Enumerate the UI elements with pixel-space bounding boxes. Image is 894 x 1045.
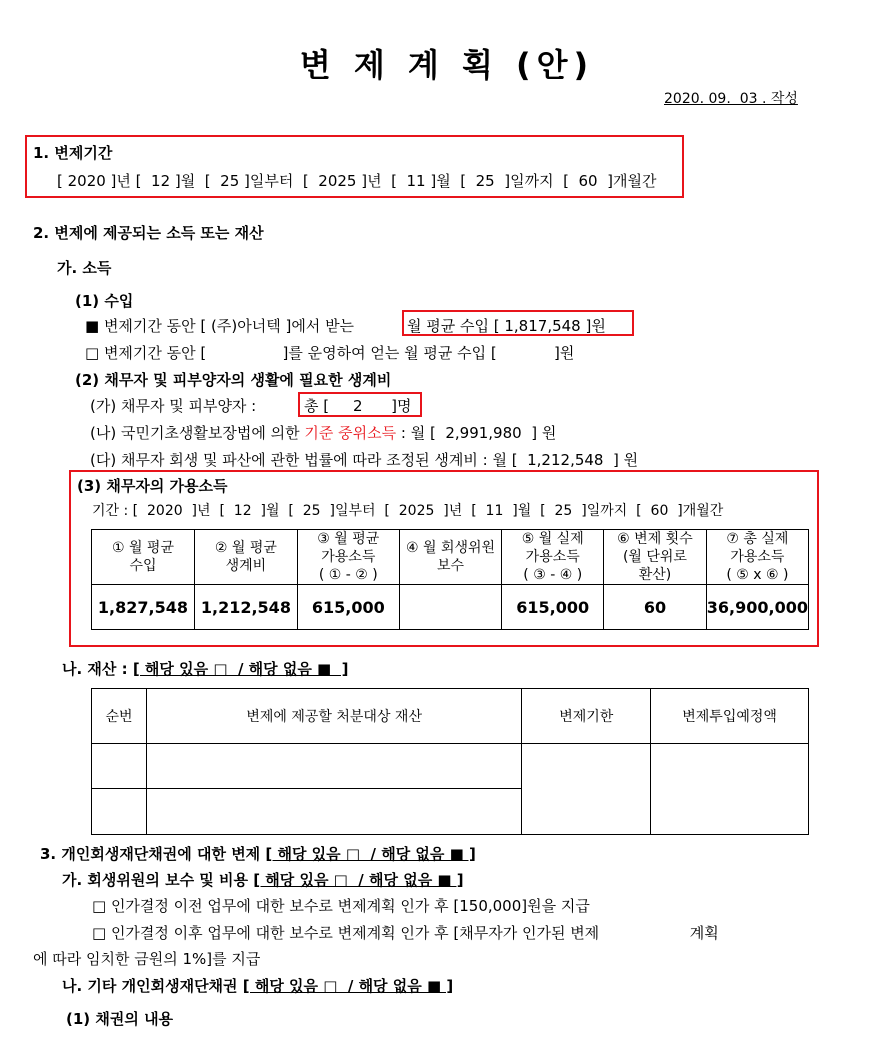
available-income-period: 기간 : [ 2020 ]년 [ 12 ]월 [ 25 ]일부터 [ 2025 ]년 [ 11 ]월 [ 25 ]일까지 [ 60 ]개월간 <box>92 503 724 519</box>
other-claims-heading <box>62 975 453 996</box>
header-monthly-available <box>297 530 399 585</box>
adjusted-living-cost: (다) 채무자 회생 및 파산에 관한 법률에 따라 조정된 생계비 : 월 [ 1,212,548 ] 원 <box>90 451 639 469</box>
income-line-1 <box>85 315 359 336</box>
assets-header-no: 순번 <box>92 689 147 744</box>
median-income-pre: (나) 국민기초생활보장법에 의한 <box>90 424 305 442</box>
section3-heading-text: 3. 개인회생재단채권에 대한 변제 <box>40 845 266 863</box>
assets-cell-empty <box>146 744 521 789</box>
income-line-2: □ 변제기간 동안 [ ]를 운영하여 얻는 월 평균 수입 [ ]원 <box>85 344 575 362</box>
value-trustee-fee <box>399 585 502 630</box>
fee-line-2-cont: 에 따라 임치한 금원의 1%]를 지급 <box>33 950 261 968</box>
header-actual-available-text: ⑤ 월 실제 가용소득 ( ③ - ④ ) <box>521 531 584 583</box>
value-monthly-living-cost: 1,212,548 <box>194 585 297 630</box>
header-trustee-fee-text: ④ 월 회생위원 보수 <box>405 540 496 574</box>
value-actual-available: 615,000 <box>502 585 604 630</box>
repayment-period-line: [ 2020 ]년 [ 12 ]월 [ 25 ]일부터 [ 2025 ]년 [ 11 ]월 [ 25 ]일까지 [ 60 ]개월간 <box>57 172 657 190</box>
value-total-available: 36,900,000 <box>706 585 808 630</box>
assets-cell-empty <box>92 744 147 789</box>
header-monthly-living-cost-text: ② 월 평균 생계비 <box>214 540 277 574</box>
value-monthly-income: 1,827,548 <box>92 585 195 630</box>
revenue-heading: (1) 수입 <box>75 292 134 310</box>
assets-cell-empty <box>651 744 809 835</box>
value-repayment-count: 60 <box>604 585 707 630</box>
fee-line-2: □ 인가결정 이후 업무에 대한 보수로 변제계획 인가 후 [채무자가 인가된 변제 계획 <box>92 924 719 942</box>
page-title: 변 제 계 획 (안) <box>299 46 595 84</box>
median-income-line <box>90 422 556 443</box>
median-income-post: : 월 [ 2,991,980 ] 원 <box>396 424 557 442</box>
living-cost-heading: (2) 채무자 및 피부양자의 생활에 필요한 생계비 <box>75 371 392 389</box>
assets-cell-empty <box>92 789 147 835</box>
income-line-1-text: ■ 변제기간 동안 [ (주)아너텍 ]에서 받는 <box>85 317 359 335</box>
other-claims-status: [ 해당 있음 □ / 해당 없음 ■ ] <box>242 977 454 995</box>
dependents-label: (가) 채무자 및 피부양자 : <box>90 397 262 415</box>
income-subheading: 가. 소득 <box>57 259 112 277</box>
trustee-fee-status: [ 해당 있음 □ / 해당 없음 ■ ] <box>253 871 464 889</box>
header-total-available <box>706 530 808 585</box>
assets-row <box>92 744 809 789</box>
section1-heading: 1. 변제기간 <box>33 144 113 162</box>
header-actual-available <box>502 530 604 585</box>
claim-content-heading: (1) 채권의 내용 <box>66 1010 174 1028</box>
monthly-income-text: 월 평균 수입 [ 1,817,548 ]원 <box>407 317 606 335</box>
value-monthly-available: 615,000 <box>297 585 399 630</box>
assets-cell-empty <box>146 789 521 835</box>
section3-heading <box>40 843 476 864</box>
written-date: 2020. 09. 03 . 작성 <box>664 91 798 107</box>
trustee-fee-heading-text: 가. 회생위원의 보수 및 비용 <box>62 871 254 889</box>
available-income-heading: (3) 채무자의 가용소득 <box>77 477 228 495</box>
assets-label: 나. 재산 : <box>62 660 133 678</box>
assets-cell-empty <box>522 744 651 835</box>
assets-header-property: 변제에 제공할 처분대상 재산 <box>146 689 521 744</box>
available-income-header-row <box>92 530 809 585</box>
dependents-count: 총 [ 2 ]명 <box>304 397 412 415</box>
header-monthly-income <box>92 530 195 585</box>
assets-header-amount: 변제투입예정액 <box>651 689 809 744</box>
assets-line <box>62 658 349 679</box>
other-claims-heading-text: 나. 기타 개인회생재단채권 <box>62 977 243 995</box>
header-repayment-count <box>604 530 707 585</box>
assets-header-deadline: 변제기한 <box>522 689 651 744</box>
header-monthly-income-text: ① 월 평균 수입 <box>111 540 174 574</box>
assets-header-row <box>92 689 809 744</box>
fee-line-1: □ 인가결정 이전 업무에 대한 보수로 변제계획 인가 후 [150,000]원을 지급 <box>92 897 590 915</box>
available-income-table <box>91 529 809 630</box>
header-trustee-fee <box>399 530 502 585</box>
median-income-red: 기준 중위소득 <box>304 424 397 442</box>
section3-status: [ 해당 있음 □ / 해당 없음 ■ ] <box>265 845 476 863</box>
assets-status: [ 해당 있음 □ / 해당 없음 ■ ] <box>132 660 349 678</box>
section2-heading: 2. 변제에 제공되는 소득 또는 재산 <box>33 224 264 242</box>
header-repayment-count-text: ⑥ 변제 횟수 (월 단위로 환산) <box>617 531 693 583</box>
available-income-value-row <box>92 585 809 630</box>
trustee-fee-heading <box>62 869 464 890</box>
header-monthly-available-text: ③ 월 평균 가용소득 ( ① - ② ) <box>317 531 380 583</box>
header-total-available-text: ⑦ 총 실제 가용소득 ( ⑤ x ⑥ ) <box>726 531 789 583</box>
assets-table <box>91 688 809 835</box>
header-monthly-living-cost <box>194 530 297 585</box>
